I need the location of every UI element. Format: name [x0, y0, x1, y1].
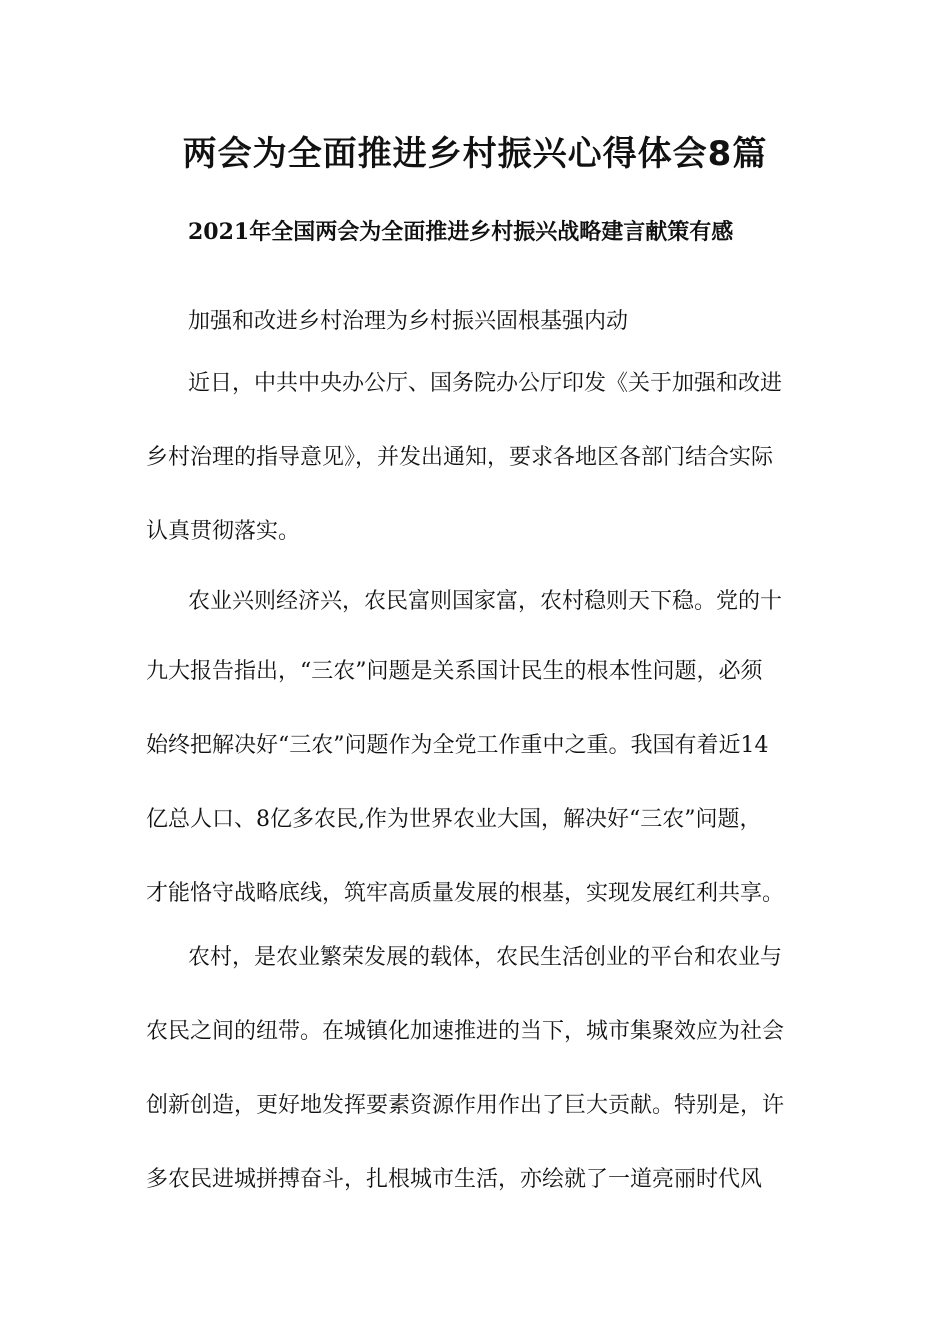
text-line: 农村，是农业繁荣发展的载体，农民生活创业的平台和农业与 — [188, 945, 783, 970]
text-line: 认真贯彻落实。 — [146, 519, 301, 544]
text-line: 农民之间的纽带。在城镇化加速推进的当下，城市集聚效应为社会 — [146, 1019, 785, 1044]
section-heading: 加强和改进乡村治理为乡村振兴固根基强内动 — [188, 309, 629, 334]
text-line: 亿总人口、8亿多农民,作为世界农业大国，解决好“三农”问题， — [146, 807, 762, 832]
text-line: 多农民进城拼搏奋斗，扎根城市生活，亦绘就了一道亮丽时代风 — [146, 1167, 763, 1192]
text-line: 才能恪守战略底线，筑牢高质量发展的根基，实现发展红利共享。 — [146, 881, 785, 906]
document-subtitle: 2021年全国两会为全面推进乡村振兴战略建言献策有感 — [188, 219, 734, 245]
text-line: 农业兴则经济兴，农民富则国家富，农村稳则天下稳。党的十 — [188, 589, 783, 614]
text-line: 创新创造，更好地发挥要素资源作用作出了巨大贡献。特别是，许 — [146, 1093, 785, 1118]
text-line: 近日，中共中央办公厅、国务院办公厅印发《关于加强和改进 — [188, 371, 783, 396]
text-line: 乡村治理的指导意见》，并发出通知，要求各地区各部门结合实际 — [146, 445, 774, 470]
document-title: 两会为全面推进乡村振兴心得体会8篇 — [182, 134, 768, 174]
text-line: 始终把解决好“三农”问题作为全党工作重中之重。我国有着近14 — [146, 733, 769, 758]
text-line: 九大报告指出，“三农”问题是关系国计民生的根本性问题，必须 — [146, 659, 763, 684]
